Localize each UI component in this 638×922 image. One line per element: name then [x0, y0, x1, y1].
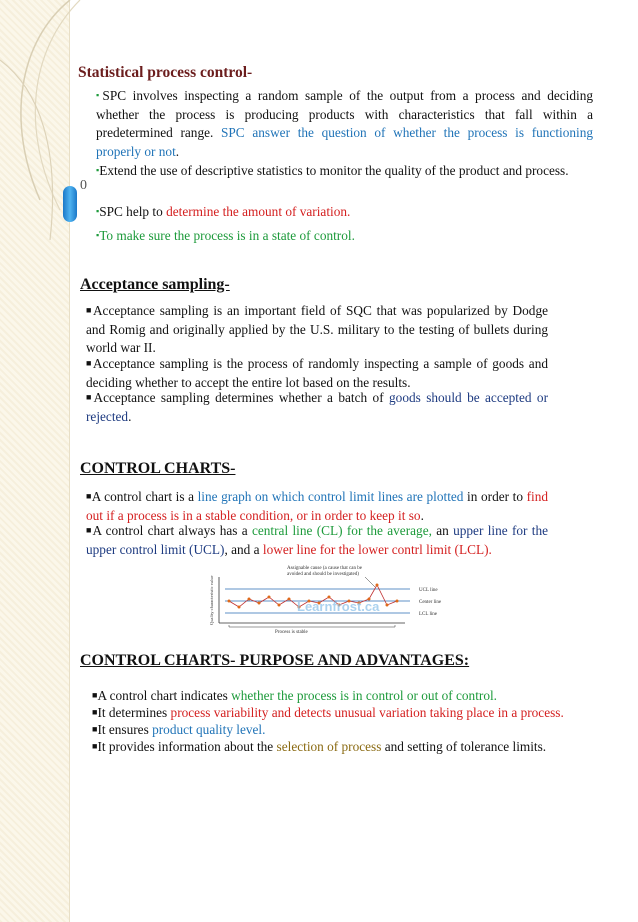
spc-p1-text: SPC involves inspecting a random sample of the output from a process and deciding whether the process is producing products with characteristics that fall within a predetermined range.: [96, 88, 593, 140]
bullet-marker: ■: [92, 707, 98, 717]
center-line-label: Center line: [419, 600, 442, 605]
control-charts-heading: CONTROL CHARTS-: [80, 460, 236, 477]
bullet-marker: ▪: [96, 206, 100, 216]
cc-b1-text-c: in order to: [463, 489, 527, 504]
purpose-b4-highlight: selection of process: [276, 739, 382, 754]
purpose-bullet-4: [92, 737, 612, 757]
purpose-b2-text: It determines: [97, 705, 171, 720]
spc-paragraph-4: [96, 226, 593, 246]
acceptance-bullet-1: [86, 301, 548, 358]
assignable-cause-label-1: Assignable cause (a cause that can be: [287, 566, 362, 571]
cc-b2-highlight-3: lower line for the lower contrl limit (LCL).: [262, 541, 492, 557]
cc-b2-text-e: , and a: [224, 541, 263, 557]
control-charts-bullet-1: [86, 487, 548, 525]
spc-paragraph-1: [96, 86, 593, 161]
acceptance-bullet-3: [86, 388, 548, 426]
x-axis-label: Process is stable: [275, 630, 308, 635]
cc-b2-text-c: an: [431, 523, 454, 538]
bullet-marker: ■: [92, 690, 98, 700]
cc-b2-highlight-2: upper line for the upper control limit (UCL): [86, 523, 549, 557]
control-chart-figure: [205, 563, 445, 635]
chart-watermark: Learnfrost.ca: [297, 599, 380, 614]
bullet-marker: ■: [92, 741, 98, 751]
purpose-b4-end: and setting of tolerance limits.: [381, 739, 547, 754]
stable-bracket: [229, 625, 395, 627]
spc-p3-highlight: determine the amount of variation.: [166, 204, 351, 219]
control-charts-bullet-2: [86, 521, 548, 559]
spc-paragraph-3: [96, 202, 593, 222]
assignable-cause-label-2: avoided and should be investigated): [287, 572, 359, 577]
bullet-marker: ■: [86, 305, 93, 315]
purpose-b3-text: It ensures: [97, 722, 153, 737]
purpose-b3-highlight: product quality level.: [152, 722, 266, 737]
bullet-marker: ■: [86, 358, 93, 368]
bullet-marker: ▪: [96, 90, 103, 100]
cc-b1-highlight-1: line graph on which control limit lines are plotted: [197, 489, 464, 504]
acceptance-bullet-2: [86, 354, 548, 392]
spc-p1-highlight: SPC answer the question of whether the process is functioning properly or not: [96, 125, 593, 159]
acceptance-b1-text: Acceptance sampling is an important field of SQC that was popularized by Dodge and Romig and originally applied by the U.S. military to the testing of bullets during world war II.: [86, 303, 548, 355]
purpose-heading: CONTROL CHARTS- PURPOSE AND ADVANTAGES:: [80, 652, 470, 669]
cc-b2-highlight-1: central line (CL) for the average,: [251, 523, 432, 538]
y-axis-label: Quality characteristic value: [209, 575, 214, 625]
spc-p2-text: Extend the use of descriptive statistics to monitor the quality of the product and process.: [99, 163, 569, 178]
acceptance-b3-highlight: goods should be accepted or rejected: [86, 390, 548, 424]
acceptance-b2-text: Acceptance sampling is the process of randomly inspecting a sample of goods and deciding whether to accept the entire lot based on the results.: [86, 356, 548, 390]
purpose-b1-highlight: whether the process is in control or out of control.: [231, 688, 497, 703]
spc-p1-end: .: [175, 143, 180, 159]
lcl-label: LCL line: [419, 612, 438, 617]
bullet-marker: ■: [86, 491, 92, 501]
cc-b2-text-a: A control chart always has a: [92, 523, 252, 538]
bullet-marker: ▪: [96, 165, 100, 175]
zero-mark: 0: [80, 178, 87, 193]
cc-b1-end: .: [420, 507, 424, 523]
spc-heading: Statistical process control-: [78, 64, 253, 81]
acceptance-b3-text: Acceptance sampling determines whether a batch of: [93, 390, 390, 405]
spc-p3-text: SPC help to: [99, 204, 167, 219]
purpose-b2-highlight: process variability and detects unusual variation taking place in a process.: [170, 705, 564, 720]
bullet-marker: ■: [86, 525, 93, 535]
bullet-marker: ■: [92, 724, 98, 734]
purpose-b1-text: A control chart indicates: [97, 688, 232, 703]
acceptance-heading: Acceptance sampling-: [80, 276, 230, 293]
bullet-marker: ■: [86, 392, 94, 402]
cc-b1-highlight-2: find out if a process is in a stable condition, or in order to keep it so: [86, 489, 549, 523]
purpose-b4-text: It provides information about the: [97, 739, 277, 754]
assignable-cause-pointer: [365, 577, 375, 587]
spc-paragraph-2: [96, 161, 593, 181]
ucl-label: UCL line: [419, 588, 438, 593]
spc-p4-text: To make sure the process is in a state of control.: [99, 228, 355, 243]
acceptance-b3-end: .: [128, 408, 132, 424]
bullet-marker: ▪: [96, 230, 100, 240]
cc-b1-text-a: A control chart is a: [91, 489, 198, 504]
